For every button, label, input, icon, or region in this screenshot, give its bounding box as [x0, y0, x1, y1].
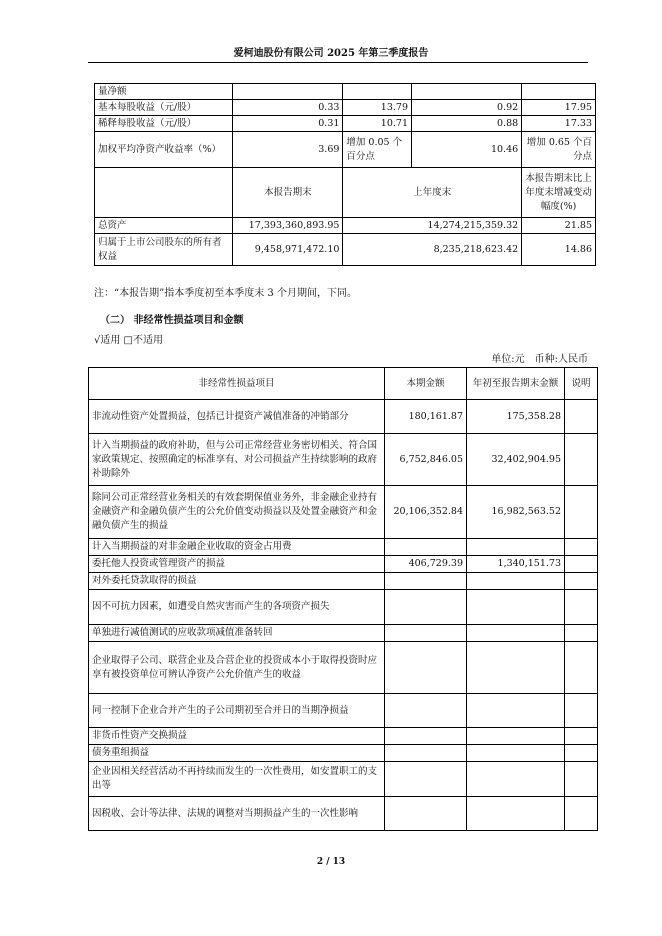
cell-note [565, 400, 598, 434]
cell-item: 计入当期损益的对非金融企业收取的资金占用费 [89, 539, 385, 556]
cell-note [565, 573, 598, 590]
cell-value: 14.86 [522, 234, 596, 266]
row-label: 总资产 [95, 218, 233, 234]
cell-value: 10.46 [412, 132, 522, 168]
cell-ytd [467, 625, 565, 642]
cell-ytd [467, 762, 565, 797]
cell-note [565, 625, 598, 642]
cell-value: 3.69 [233, 132, 343, 168]
cell-value: 10.71 [343, 116, 412, 132]
table-subheader-row [95, 168, 596, 218]
cell-current [385, 728, 467, 745]
cell-ytd: 16,982,563.52 [467, 486, 565, 539]
table-row [89, 434, 598, 486]
cell-value: 17.33 [522, 116, 596, 132]
cell-value: 0.33 [233, 100, 343, 116]
table-row [89, 745, 598, 762]
table-row [89, 556, 598, 573]
cell-ytd [467, 797, 565, 831]
cell-current: 20,106,352.84 [385, 486, 467, 539]
cell-item: 对外委托贷款取得的损益 [89, 573, 385, 590]
cell-current [385, 539, 467, 556]
cell-note [565, 642, 598, 694]
table-row [95, 132, 596, 168]
page-number: 2 / 13 [316, 857, 346, 867]
cell-value: 0.31 [233, 116, 343, 132]
row-label: 稀释每股收益（元/股） [95, 116, 233, 132]
cell-item: 债务重组损益 [89, 745, 385, 762]
table-row [95, 218, 596, 234]
cell-ytd: 175,358.28 [467, 400, 565, 434]
cell-note [565, 728, 598, 745]
table-row [95, 84, 596, 100]
cell-current [385, 642, 467, 694]
cell-item: 因不可抗力因素，如遭受自然灾害而产生的各项资产损失 [89, 590, 385, 625]
cell-item: 企业因相关经营活动不再持续而发生的一次性费用，如安置职工的支出等 [89, 762, 385, 797]
table-row [89, 762, 598, 797]
cell-value: 0.88 [412, 116, 522, 132]
cell-ytd [467, 728, 565, 745]
cell-value: 9,458,971,472.10 [233, 234, 343, 266]
cell-item: 除同公司正常经营业务相关的有效套期保值业务外，非金融企业持有金融资产和金融负债产生的公允价值变动损益以及处置金融资产和金融负债产生的损益 [89, 486, 385, 539]
applicability-checkbox: √适用 □不适用 [94, 335, 163, 346]
table-row [89, 694, 598, 728]
cell-ytd [467, 573, 565, 590]
cell-item: 单独进行减值测试的应收款项减值准备转回 [89, 625, 385, 642]
cell-note [565, 745, 598, 762]
cell-ytd [467, 642, 565, 694]
cell-note [565, 762, 598, 797]
cell-value: 8,235,218,623.42 [343, 234, 522, 266]
non-recurring-items-table [88, 367, 598, 831]
cell-current: 6,752,846.05 [385, 434, 467, 486]
table-row [89, 539, 598, 556]
cell-note [565, 797, 598, 831]
table-row [89, 642, 598, 694]
col-header-period-end: 本报告期末 [233, 168, 343, 218]
col-header-item: 非经常性损益项目 [89, 368, 385, 400]
financial-indicators-table [94, 83, 596, 266]
cell-value: 增加 0.05 个百分点 [343, 132, 412, 168]
row-label: 量净额 [95, 84, 233, 100]
table-row [89, 625, 598, 642]
cell-current [385, 762, 467, 797]
cell-current: 180,161.87 [385, 400, 467, 434]
cell-current [385, 573, 467, 590]
header-rule [88, 62, 588, 63]
col-header-current: 本期金额 [385, 368, 467, 400]
section-title: （二） 非经常性损益项目和金额 [100, 315, 244, 326]
report-header: 爱柯迪股份有限公司 2025 年第三季度报告 [233, 48, 429, 59]
row-label: 基本每股收益（元/股） [95, 100, 233, 116]
table-row [89, 486, 598, 539]
cell-current [385, 625, 467, 642]
cell-note [565, 590, 598, 625]
table-row [95, 116, 596, 132]
table-row [89, 573, 598, 590]
cell-current [385, 745, 467, 762]
col-header-change: 本报告期末比上年度末增减变动幅度(%) [522, 168, 596, 218]
cell-current: 406,729.39 [385, 556, 467, 573]
cell-value: 增加 0.65 个百分点 [522, 132, 596, 168]
cell-item: 计入当期损益的政府补助，但与公司正常经营业务密切相关、符合国家政策规定、按照确定的标准享有、对公司损益产生持续影响的政府补助除外 [89, 434, 385, 486]
cell-value: 17.95 [522, 100, 596, 116]
cell-item: 同一控制下企业合并产生的子公司期初至合并日的当期净损益 [89, 694, 385, 728]
row-label: 归属于上市公司股东的所有者权益 [95, 234, 233, 266]
cell-value: 0.92 [412, 100, 522, 116]
cell-value: 13.79 [343, 100, 412, 116]
cell-item: 因税收、会计等法律、法规的调整对当期损益产生的一次性影响 [89, 797, 385, 831]
cell-ytd [467, 694, 565, 728]
cell-value: 17,393,360,893.95 [233, 218, 343, 234]
cell-note [565, 556, 598, 573]
cell-note [565, 486, 598, 539]
cell-item: 非流动性资产处置损益，包括已计提资产减值准备的冲销部分 [89, 400, 385, 434]
col-header-ytd: 年初至报告期末金额 [467, 368, 565, 400]
table-row [95, 100, 596, 116]
row-label: 加权平均净资产收益率（%） [95, 132, 233, 168]
cell-note [565, 539, 598, 556]
cell-item: 非货币性资产交换损益 [89, 728, 385, 745]
col-header-last-year-end: 上年度末 [343, 168, 522, 218]
table-row [89, 797, 598, 831]
cell-value: 14,274,215,359.32 [343, 218, 522, 234]
cell-ytd [467, 745, 565, 762]
table-row [89, 400, 598, 434]
table-header-row [89, 368, 598, 400]
cell-current [385, 590, 467, 625]
table-row [89, 728, 598, 745]
table-row [89, 590, 598, 625]
cell-ytd: 1,340,151.73 [467, 556, 565, 573]
cell-ytd [467, 590, 565, 625]
cell-value: 21.85 [522, 218, 596, 234]
unit-currency-label: 单位:元 币种:人民币 [491, 354, 588, 365]
col-header-note: 说明 [565, 368, 598, 400]
table-note: 注：“本报告期”指本季度初至本季度末 3 个月期间，下同。 [94, 288, 357, 299]
cell-ytd [467, 539, 565, 556]
cell-ytd: 32,402,904.95 [467, 434, 565, 486]
table-row [95, 234, 596, 266]
cell-note [565, 434, 598, 486]
cell-current [385, 694, 467, 728]
cell-item: 企业取得子公司、联营企业及合营企业的投资成本小于取得投资时应享有被投资单位可辨认净资产公允价值产生的收益 [89, 642, 385, 694]
cell-item: 委托他人投资或管理资产的损益 [89, 556, 385, 573]
cell-note [565, 694, 598, 728]
cell-current [385, 797, 467, 831]
